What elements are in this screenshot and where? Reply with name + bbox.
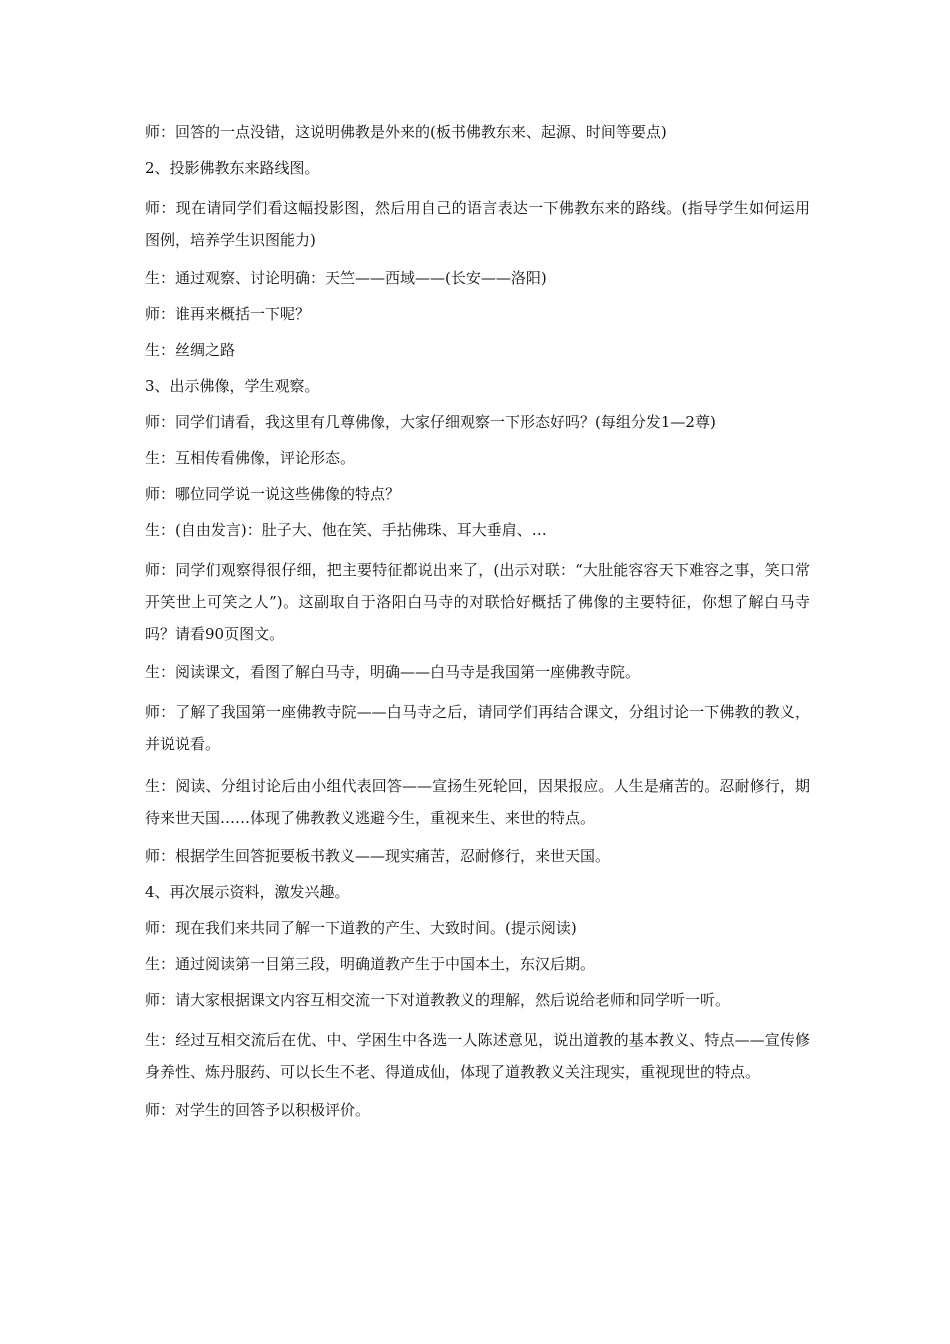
paragraph-17: 4、再次展示资料，激发兴趣。 [145,883,350,901]
paragraph-9: 生：互相传看佛像，评论形态。 [145,449,356,467]
paragraph-21: 生：经过互相交流后在优、中、学困生中各选一人陈述意见，说出道教的基本教义、特点——宣传修身养性、炼丹服药、可以长生不老、得道成仙，体现了道教教义关注现实，重视现世的特点。 [145,1031,810,1081]
paragraph-19: 生：通过阅读第一目第三段，明确道教产生于中国本土，东汉后期。 [145,955,596,973]
paragraph-14: 师：了解了我国第一座佛教寺院——白马寺之后，请同学们再结合课文，分组讨论一下佛教的教义，并说说看。 [145,703,810,753]
paragraph-1: 师：回答的一点没错，这说明佛教是外来的(板书佛教东来、起源、时间等要点) [145,123,667,141]
paragraph-20: 师：请大家根据课文内容互相交流一下对道教教义的理解，然后说给老师和同学听一听。 [145,991,731,1009]
paragraph-11: 生：(自由发言)：肚子大、他在笑、手拈佛珠、耳大垂肩、… [145,521,547,539]
paragraph-4: 生：通过观察、讨论明确：天竺——西域——(长安——洛阳) [145,269,547,287]
paragraph-8: 师：同学们请看，我这里有几尊佛像，大家仔细观察一下形态好吗？(每组分发1—2尊) [145,413,716,431]
paragraph-10: 师：哪位同学说一说这些佛像的特点？ [145,485,401,503]
paragraph-12: 师：同学们观察得很仔细，把主要特征都说出来了，(出示对联：“大肚能容容天下难容之事，笑口常开笑世上可笑之人”)。这副取自于洛阳白马寺的对联恰好概括了佛像的主要特征，你想了解白马寺吗？请看90页图文。 [145,561,810,643]
paragraph-7: 3、出示佛像，学生观察。 [145,377,320,395]
paragraph-13: 生：阅读课文，看图了解白马寺，明确——白马寺是我国第一座佛教寺院。 [145,663,641,681]
paragraph-3: 师：现在请同学们看这幅投影图，然后用自己的语言表达一下佛教东来的路线。(指导学生如何运用图例，培养学生识图能力) [145,199,810,249]
paragraph-6: 生：丝绸之路 [145,341,236,359]
paragraph-2: 2、投影佛教东来路线图。 [145,159,320,177]
document-body [145,120,810,1134]
paragraph-16: 师：根据学生回答扼要板书教义——现实痛苦，忍耐修行，来世天国。 [145,847,611,865]
paragraph-15: 生：阅读、分组讨论后由小组代表回答——宣扬生死轮回，因果报应。人生是痛苦的。忍耐修行，期待来世天国……体现了佛教教义逃避今生，重视来生、来世的特点。 [145,777,810,827]
paragraph-18: 师：现在我们来共同了解一下道教的产生、大致时间。(提示阅读) [145,919,577,937]
paragraph-5: 师：谁再来概括一下呢？ [145,305,311,323]
paragraph-22: 师：对学生的回答予以积极评价。 [145,1101,371,1119]
